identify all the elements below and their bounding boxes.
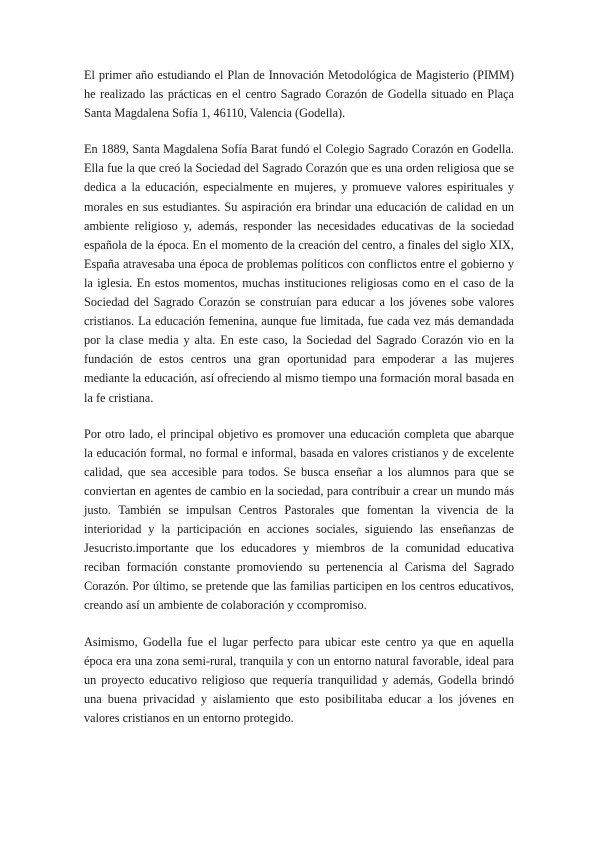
paragraph-objectives: Por otro lado, el principal objetivo es promover una educación completa que abarque la educación formal, no formal e informal, basada en valores cristianos y de excelente calidad, que sea accesible para todos. Se busca enseñar a los alumnos para que se conviertan en agentes de cambio en la sociedad, para contribuir a crear un mundo más justo. También se impulsan Centros Pastorales que fomentan la vivencia de la interioridad y la participación en acciones sociales, siguiendo las enseñanzas de Jesucristo.importante que los educadores y miembros de la comunidad educativa reciban formación constante promoviendo su pertenencia al Carisma del Sagrado Corazón. Por último, se pretende que las familias participen en los centros educativos, creando así un ambiente de colaboración y ccompromiso. <box>84 426 514 613</box>
paragraph-intro: El primer año estudiando el Plan de Innovación Metodológica de Magisterio (PIMM) he realizado las prácticas en el centro Sagrado Corazón de Godella situado en Plaça Santa Magdalena Sofía 1, 46110, Valencia (Godella). <box>84 68 514 121</box>
paragraph-history: En 1889, Santa Magdalena Sofía Barat fundó el Colegio Sagrado Corazón en Godella. Ella fue la que creó la Sociedad del Sagrado Corazón que es una orden religiosa que se dedica a la educación, especialmente en mujeres, y promueve valores espirituales y morales en sus estudiantes. Su aspiración era brindar una educación de calidad en un ambiente religioso y, además, responder las necesidades educativas de la sociedad española de la época. En el momento de la creación del centro, a finales del siglo XIX, España atravesaba una época de problemas políticos con conflictos entre el gobierno y la iglesia. En estos momentos, muchas instituciones religiosas como en el caso de la Sociedad del Sagrado Corazón se construían para educar a los jóvenes sobe valores cristianos. La educación femenina, aunque fue limitada, fue cada vez más demandada por la clase media y alta. En este caso, la Sociedad del Sagrado Corazón vio en la fundación de estos centros una gran oportunidad para empoderar a las mujeres mediante la educación, así ofreciendo al mismo tiempo una formación moral basada en la fe cristiana. <box>84 142 514 405</box>
document-page <box>84 66 514 745</box>
paragraph-location: Asimismo, Godella fue el lugar perfecto para ubicar este centro ya que en aquella época era una zona semi-rural, tranquila y con un entorno natural favorable, ideal para un proyecto educativo religioso que requería tranquilidad y además, Godella brindó una buena privacidad y aislamiento que esto posibilitaba educar a los jóvenes en valores cristianos en un entorno protegido. <box>84 634 514 725</box>
